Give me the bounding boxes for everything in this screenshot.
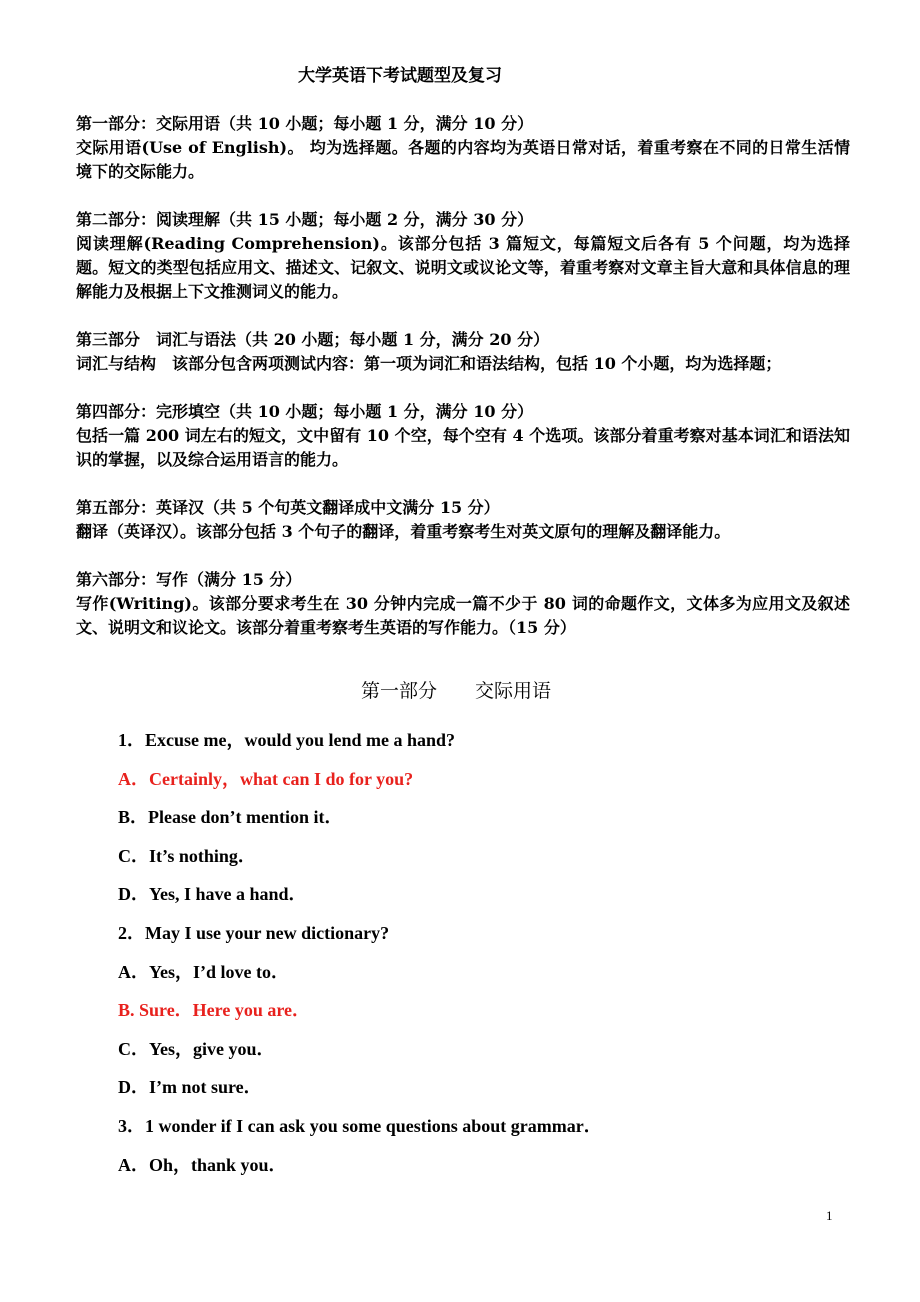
part-heading: 第一部分 交际用语: [360, 680, 551, 702]
section-body: 交际用语(Use of English)。 均为选择题。各题的内容均为英语日常对话，着重考察在不同的日常生活情境下的交际能力。: [76, 138, 850, 181]
section-heading: 第二部分：阅读理解（共 15 小题；每小题 2 分，满分 30 分）: [76, 210, 534, 229]
option-line: A．Yes，I’d love to．: [118, 961, 289, 982]
section-heading: 第五部分：英译汉（共 5 个句英文翻译成中文满分 15 分）: [76, 498, 500, 517]
section-part-2: [76, 208, 850, 304]
document-title: 大学英语下考试题型及复习: [298, 66, 502, 86]
section-part-3: [76, 328, 850, 376]
option-line: A．Oh，thank you．: [118, 1154, 287, 1175]
option-line: A．Certainly，what can I do for you?: [118, 768, 414, 789]
option-line: C．It’s nothing．: [118, 845, 256, 866]
option-line: C．Yes，give you．: [118, 1038, 275, 1059]
section-heading: 第一部分：交际用语（共 10 小题；每小题 1 分，满分 10 分）: [76, 114, 534, 133]
section-heading: 第四部分：完形填空（共 10 小题；每小题 1 分，满分 10 分）: [76, 402, 534, 421]
section-body: 翻译（英译汉）。该部分包括 3 个句子的翻译，着重考察考生对英文原句的理解及翻译能力。: [76, 522, 731, 541]
option-line: B．Please don’t mention it．: [118, 807, 343, 828]
question-list: [118, 726, 878, 1189]
section-part-4: [76, 400, 850, 472]
exam-format-sections: [76, 112, 850, 664]
section-part-6: [76, 568, 850, 640]
option-line: D．Yes, I have a hand．: [118, 884, 307, 905]
question-line: 1．Excuse me，would you lend me a hand?: [118, 730, 456, 750]
section-body: 写作(Writing)。该部分要求考生在 30 分钟内完成一篇不少于 80 词的命题作文，文体多为应用文及叙述文、说明文和议论文。该部分着重考察考生英语的写作能力。（15 分）: [76, 594, 850, 637]
section-heading: 第三部分 词汇与语法（共 20 小题；每小题 1 分，满分 20 分）: [76, 330, 550, 349]
question-line: 3．1 wonder if I can ask you some questions about grammar．: [118, 1115, 602, 1136]
option-line: D．I’m not sure．: [118, 1077, 262, 1098]
section-body: 词汇与结构 该部分包含两项测试内容：第一项为词汇和语法结构，包括 10 个小题，均为选择题；: [76, 354, 782, 373]
option-line: B. Sure．Here you are．: [118, 1000, 310, 1021]
question-line: 2．May I use your new dictionary?: [118, 922, 390, 943]
section-heading: 第六部分：写作（满分 15 分）: [76, 570, 302, 589]
section-body: 包括一篇 200 词左右的短文，文中留有 10 个空，每个空有 4 个选项。该部分着重考察对基本词汇和语法知识的掌握，以及综合运用语言的能力。: [76, 426, 850, 469]
section-body: 阅读理解(Reading Comprehension)。该部分包括 3 篇短文，每篇短文后各有 5 个问题，均为选择题。短文的类型包括应用文、描述文、记叙文、说明文或议论文等，着重考察对文章主旨大意和具体信息的理解能力及根据上下文推测词义的能力。: [76, 234, 850, 301]
page-number: 1: [826, 1208, 833, 1223]
section-part-5: [76, 496, 850, 544]
section-part-1: [76, 112, 850, 184]
